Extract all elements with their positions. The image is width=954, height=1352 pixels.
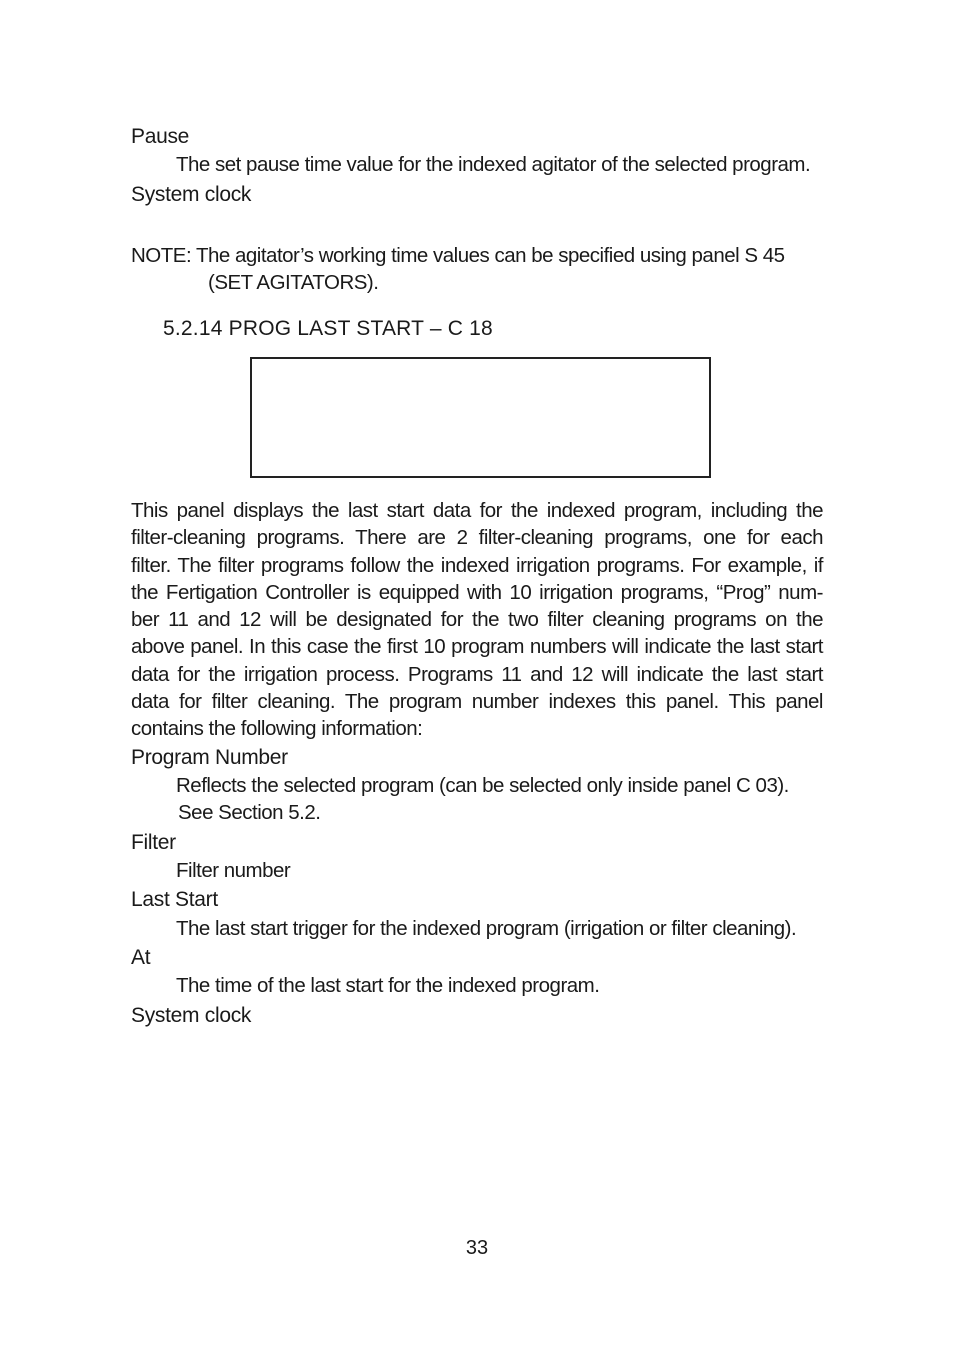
filter-term: Filter (131, 831, 176, 854)
paragraph-line: data for the irrigation process. Programs 11 and 12 will indicate the last start (131, 662, 823, 686)
pause-definition: The set pause time value for the indexed agitator of the selected program. (176, 153, 811, 176)
program-number-reference: See Section 5.2. (178, 801, 321, 824)
pause-term: Pause (131, 125, 190, 148)
filter-definition: Filter number (176, 859, 291, 882)
system-clock-term: System clock (131, 183, 252, 206)
last-start-definition: The last start trigger for the indexed program (irrigation or filter cleaning). (176, 917, 797, 940)
at-definition: The time of the last start for the indexed program. (176, 974, 600, 997)
paragraph-line: the Fertigation Controller is equipped with 10 irrigation programs, “Prog” num- (131, 580, 823, 604)
paragraph-line: contains the following information: (131, 717, 423, 741)
page-number: 33 (465, 1237, 489, 1259)
paragraph-line: This panel displays the last start data for the indexed program, including the (131, 499, 823, 522)
last-start-term: Last Start (131, 888, 218, 911)
system-clock-term-2: System clock (131, 1004, 252, 1027)
paragraph-line: filter-cleaning programs. There are 2 filter-cleaning programs, one for each (131, 526, 823, 550)
paragraph-line: above panel. In this case the first 10 program numbers will indicate the last start (131, 635, 823, 659)
section-heading: 5.2.14 PROG LAST START – C 18 (163, 317, 493, 340)
at-term: At (131, 946, 151, 969)
program-number-definition: Reflects the selected program (can be selected only inside panel C 03). (176, 774, 789, 797)
note-line-1: NOTE: The agitator’s working time values can be specified using panel S 45 (131, 244, 785, 267)
paragraph-line: ber 11 and 12 will be designated for the two filter cleaning programs on the (131, 608, 823, 632)
note-line-2: (SET AGITATORS). (208, 271, 379, 294)
paragraph-line: filter. The filter programs follow the indexed irrigation programs. For example, if (131, 553, 823, 577)
paragraph-line: data for filter cleaning. The program number indexes this panel. This panel (131, 690, 823, 714)
panel-display-box (250, 357, 711, 478)
program-number-term: Program Number (131, 746, 288, 769)
description-paragraph (131, 497, 823, 743)
